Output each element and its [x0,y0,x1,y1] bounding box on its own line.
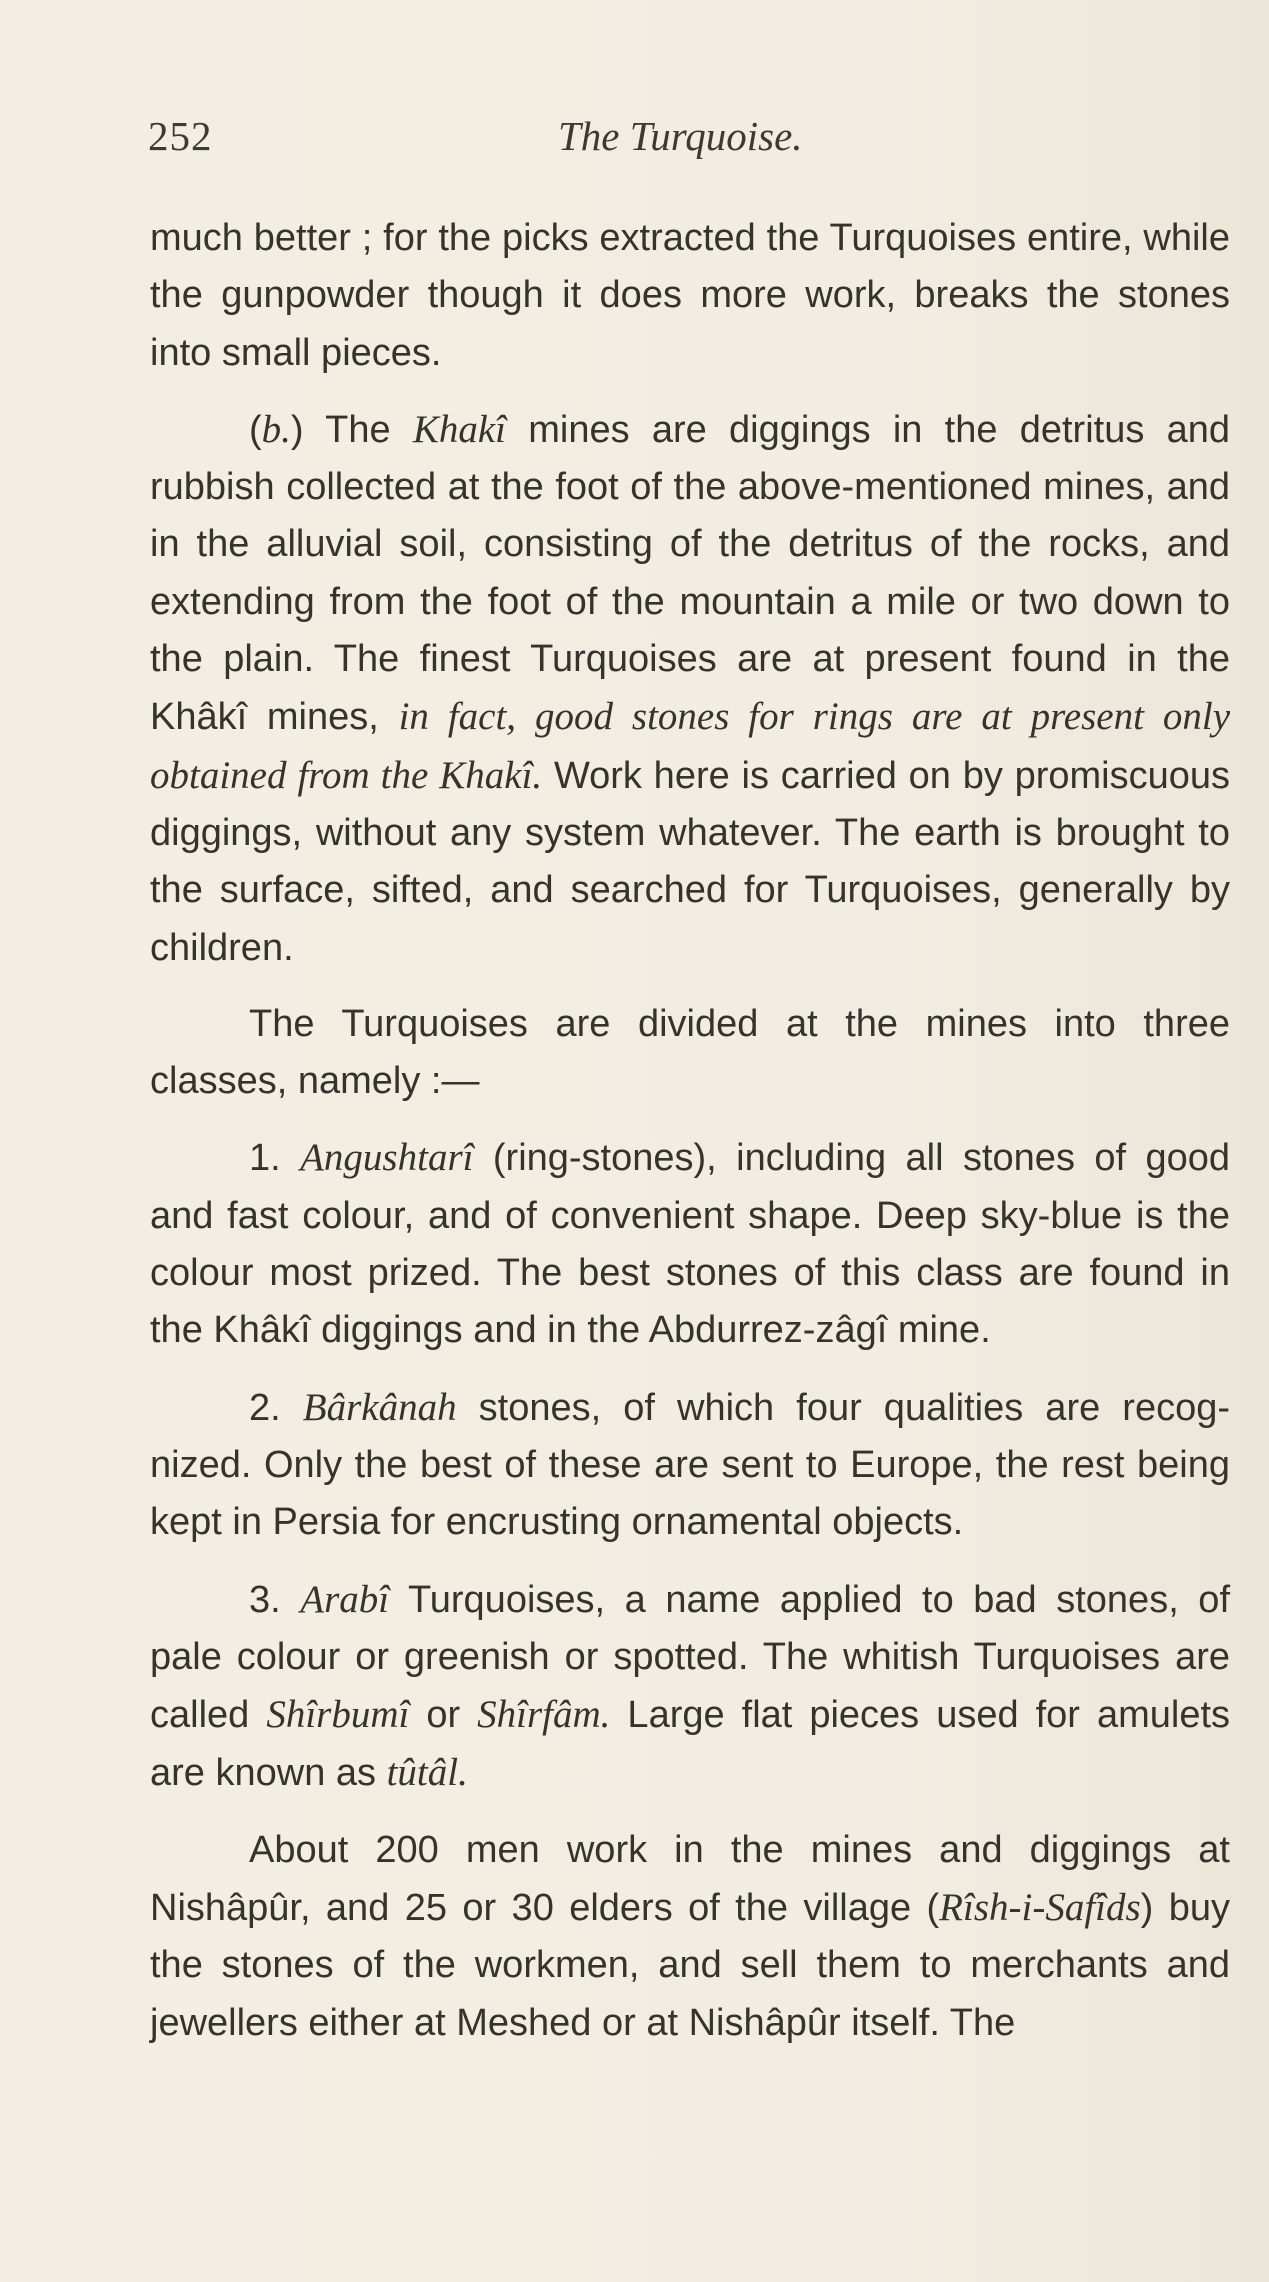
page-header [148,112,1233,172]
paragraph-class-2: 2. Bârkânah stones, of which four qualities are recog-nized. Only the best of these are sent to Europe, the rest being kept in Persia for encrusting ornamental objects. [150,1385,1231,1544]
running-head: The Turquoise. [558,113,803,159]
page-number: 252 [148,113,213,159]
paragraph-khaki-mines: (b.) The Khakî mines are diggings in the detritus and rubbish collected at the foot of the above-mentioned mines, and in the alluvial soil, consisting of the detritus of the rocks, and extending from the foot of the mountain a mile or two down to the plain. The finest Turquoises are at present found in the Khâkî mines, in fact, good stones for rings are at present only obtained from the Khakî. Work here is carried on by promiscuous diggings, without any system whatever. The earth is brought to the surface, sifted, and searched for Turquoises, generally by children. [150,407,1231,969]
paragraph-nishapur: About 200 men work in the mines and diggings at Nishâpûr, and 25 or 30 elders of the village (Rîsh-i-Safîds) buy the stones of the workmen, and sell them to merchants and jewellers either at Meshed or at Nishâpûr itself. The [150,1828,1230,2044]
paragraph-class-1: 1. Angushtarî (ring-stones), including all stones of good and fast colour, and of convenient shape. Deep sky-blue is the colour most prized. The best stones of this class are found in the Khâkî diggings and in the Abdurrez-zâgî mine. [150,1136,1231,1352]
body-text [150,210,1230,2052]
paragraph-classes: The Turquoises are divided at the mines into three classes, namely :— [150,1002,1230,1103]
paragraph-gunpowder: much better ; for the picks extracted the Turquoises entire, while the gunpowder though it does more work, breaks the stones into small pieces. [150,217,1230,374]
paragraph-class-3: 3. Arabî Turquoises, a name applied to bad stones, of pale colour or greenish or spotted. The whitish Turquoises are called Shîrbumî or Shîrfâm. Large flat pieces used for amulets are known as tûtâl. [150,1577,1231,1795]
